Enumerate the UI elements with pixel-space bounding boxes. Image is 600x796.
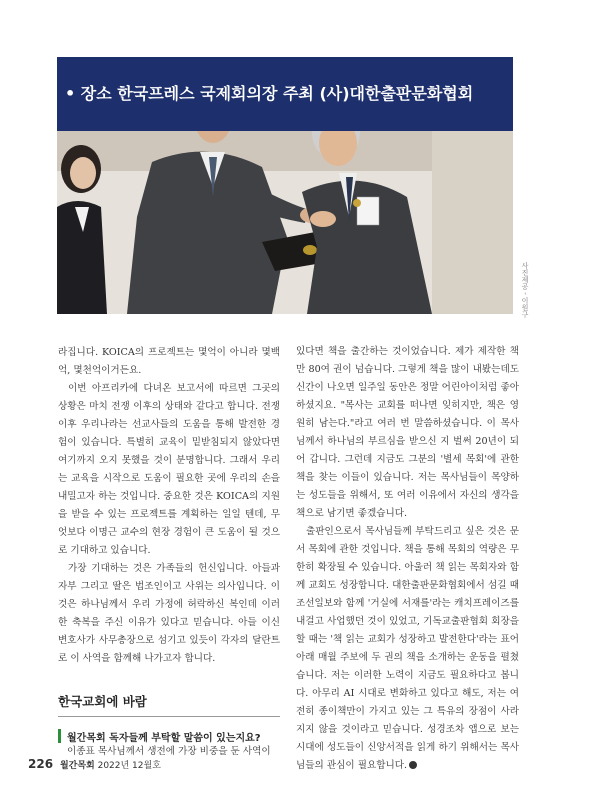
paragraph: 있다면 책을 출간하는 것이었습니다. 제가 제작한 책만 80여 권이 넘습니다. 그렇게 책을 많이 내봤는데도 신간이 나오면 일주일 동안은 정말 어린아이처럼 좋아하셨지요. "목사는 교회를 떠나면 잊히지만, 책은 영원히 남는다."라고 여러 번 말씀하셨습니다. 이 목사님께서 하나님의 부르심을 받으신 지 벌써 20년이 되어 갑니다. 그런데 지금도 그분의 '별세 목회'에 관한 책을 찾는 이들이 있습니다. 저는 목사님들이 목양하는 성도들을 위해서, 또 여러 이유에서 자신의 생각을 책으로 남기면 좋겠습니다. — [296, 346, 519, 519]
issue-date: 2022년 12월호 — [97, 761, 161, 771]
award-photo — [57, 57, 513, 314]
photo-credit: 사진제공 - 이원구 — [521, 262, 529, 318]
page-footer — [28, 757, 161, 771]
magazine-name: 월간목회 — [59, 761, 95, 771]
paragraph: 라집니다. KOICA의 프로젝트는 몇억이 아니라 몇백억, 몇천억이거든요. — [58, 347, 280, 376]
paragraph-text: 출판인으로서 목사님들께 부탁드리고 싶은 것은 문서 목회에 관한 것입니다. 책을 통해 목회의 역량은 무한히 확장될 수 있습니다. 아울러 책 읽는 목회자와 함께 교회도 성장합니다. 대한출판문화협회에서 섬길 때 조선일보와 함께 '거실에 서재를'라는 캐치프레이즈를 내걸고 사업했던 것이 있었고, 기독교출판협회 회장을 할 때는 '책 읽는 교회가 성장하고 발전한다'라는 표어 아래 매월 주보에 두 권의 책을 소개하는 운동을 펼쳤습니다. 저는 이러한 노력이 지금도 필요하다고 봅니다. 아무리 AI 시대로 변화하고 있다고 해도, 저는 여전히 종이책만이 가지고 있는 그 특유의 장점이 사라지지 않을 것이라고 믿습니다. 성경조차 앱으로 보는 시대에 성도들이 신앙서적을 읽게 하기 위해서는 목사님들의 관심이 필요합니다. — [296, 526, 519, 771]
paragraph: 가장 기대하는 것은 가족들의 헌신입니다. 아들과 자부 그리고 딸은 법조인이고 사위는 의사입니다. 이것은 하나님께서 우리 가정에 허락하신 복인데 이러한 축복을 주신 이유가 있다고 믿습니다. 아들 이신 변호사가 사무총장으로 섬기고 있듯이 각자의 달란트로 이 사역을 함께해 나가고자 합니다. — [58, 563, 280, 664]
section-title: 한국교회에 바람 — [58, 694, 147, 709]
paragraph: 이번 아프리카에 다녀온 보고서에 따르면 그곳의 상황은 마치 전쟁 이후의 상태와 같다고 합니다. 전쟁 이후 우리나라는 선교사들의 도움을 통해 발전한 경험이 있습니다. 특별히 교육이 밑받침되지 않았다면 여기까지 오지 못했을 것이 분명합니다. 그래서 우리는 교육을 시작으로 도움이 필요한 곳에 우리의 손을 내밀고자 하는 것입니다. 중요한 것은 KOICA의 지원을 받을 수 있는 프로젝트를 계획하는 일일 텐데, 무엇보다 이명근 교수의 현장 경험이 큰 도움이 될 것으로 기대하고 있습니다. — [58, 383, 280, 556]
section-divider — [58, 716, 280, 717]
question-marker — [58, 729, 61, 743]
page-number: 226 — [28, 757, 54, 771]
end-mark-icon — [409, 761, 417, 769]
photo-banner: • 장소 한국프레스 국제회의장 주최 (사)대한출판문화협회 — [57, 57, 513, 131]
interview-answer: 이종표 목사님께서 생전에 가장 비중을 둔 사역이 — [67, 746, 271, 757]
paragraph-final — [296, 523, 519, 775]
article-column-right — [296, 343, 519, 775]
interview-question: 월간목회 독자들께 부탁할 말씀이 있는지요? — [67, 733, 261, 744]
article-column-left — [58, 344, 280, 668]
